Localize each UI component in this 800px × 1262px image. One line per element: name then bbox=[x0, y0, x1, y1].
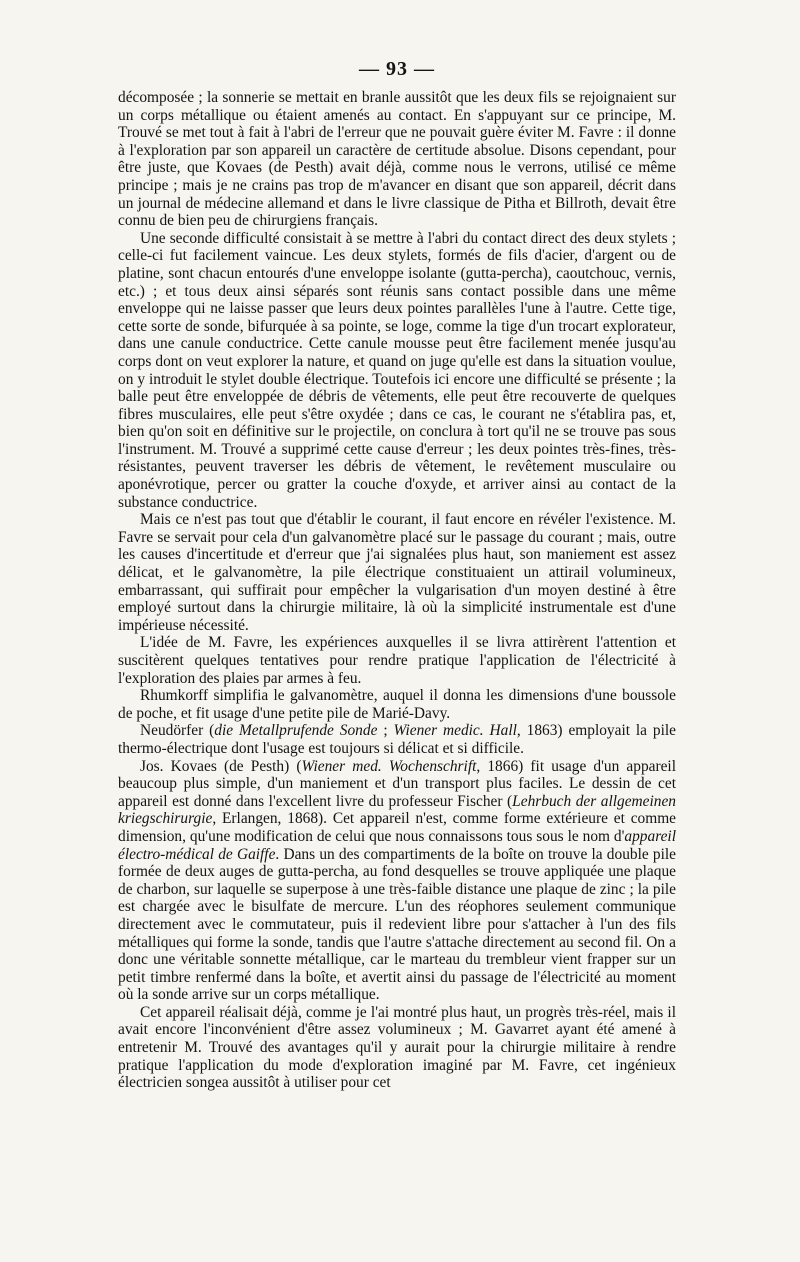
body-text bbox=[118, 89, 676, 1092]
text-run: ; bbox=[377, 722, 394, 740]
paragraph bbox=[118, 89, 676, 230]
page-number: — 93 — bbox=[359, 58, 435, 80]
italic-citation: Wiener med. Wochenschrift bbox=[301, 757, 477, 775]
paragraph bbox=[118, 758, 676, 1004]
text-run: Cet appareil réalisait déjà, comme je l'ai montré plus haut, un progrès très-réel, mais il avait encore l'inconvénient d'être assez volumineux ; M. Gavarret ayant été amené à entretenir M. Trouvé des avantages qu'il y aurait pour la chirurgie militaire à rendre pratique l'application du mode d'exploration imaginé par M. Favre, cet ingénieux électricien songea aussitôt à utiliser pour cet bbox=[118, 1003, 676, 1092]
paragraph bbox=[118, 687, 676, 722]
italic-citation: die Metallprufende Sonde bbox=[214, 722, 378, 740]
text-run: , 1866) fit usage d'un appareil beaucoup plus simple, d'un maniement et d'un transport plus faciles. Le dessin de cet appareil est donné dans l'excellent livre du professeur Fischer ( bbox=[118, 757, 676, 810]
text-run: Une seconde difficulté consistait à se mettre à l'abri du contact direct des deux stylets ; celle-ci fut facilement vaincue. Les deux stylets, formés de fils d'acier, d'argent ou de platine, sont chacun entourés d'une enveloppe isolante (gutta-percha), caoutchouc, vernis, etc.) ; et tous deux ainsi séparés sont réunis sans contact possible dans une même enveloppe qui ne laisse passer que leurs deux pointes parallèles l'une à l'autre. Cette tige, cette sorte de sonde, bifurquée à sa pointe, se loge, comme la tige d'un trocart explorateur, dans une canule conductrice. Cette canule mousse peut être facilement menée jusqu'au corps dont on veut explorer la nature, et quand on juge qu'elle est dans la situation voulue, on y introduit le stylet double électrique. Toutefois ici encore une difficulté se présente ; la balle peut être enveloppée de débris de vêtements, elle peut être recouverte de quelques fibres musculaires, elle peut s'être oxydée ; dans ce cas, le courant ne s'établira pas, et, bien qu'on soit en définitive sur le projectile, on conclura à tort qu'il ne se trouve pas sous l'instrument. M. Trouvé a supprimé cette cause d'erreur ; les deux pointes très-fines, très-résistantes, peuvent traverser les débris de vêtement, le revêtement musculaire ou aponévrotique, percer ou gratter la couche d'oxyde, et arriver ainsi au contact de la substance conductrice. bbox=[118, 229, 676, 511]
paragraph bbox=[118, 230, 676, 512]
text-run: Rhumkorff simplifia le galvanomètre, auquel il donna les dimensions d'une boussole de poche, et fit usage d'une petite pile de Marié-Davy. bbox=[118, 687, 676, 722]
text-run: . Dans un des compartiments de la boîte on trouve la double pile formée de deux auges de gutta-percha, au fond desquelles se trouve appliquée une plaque de charbon, sur laquelle se superpose à une très-faible distance une plaque de zinc ; la pile est chargée avec le bisulfate de mercure. L'un des réophores seulement communique directement avec le commutateur, puis il redevient libre pour s'attacher à l'un des fils métalliques qui forme la sonde, tandis que l'autre s'attache directement au second fil. On a donc une véritable sonnette métallique, car le marteau du trembleur vient frapper sur un petit timbre renfermé dans la boîte, et avertit ainsi du passage de l'électricité au moment où la sonde arrive sur un corps métallique. bbox=[118, 845, 676, 1004]
paragraph bbox=[118, 511, 676, 634]
paragraph bbox=[118, 722, 676, 757]
paragraph bbox=[118, 1004, 676, 1092]
text-run: décomposée ; la sonnerie se mettait en branle aussitôt que les deux fils se rejoignaient sur un corps métallique ou étaient amenés au contact. En s'appuyant sur ce principe, M. Trouvé se met tout à fait à l'abri de l'erreur que ne pouvait guère éviter M. Favre : il donne à l'exploration par son appareil un caractère de certitude absolue. Disons cependant, pour être juste, que Kovaes (de Pesth) avait déjà, comme nous le verrons, utilisé ce même principe ; mais je ne crains pas trop de m'avancer en disant que son appareil, décrit dans un journal de médecine allemand et dans le livre classique de Pitha et Billroth, devait être connu de bien peu de chirurgiens français. bbox=[118, 89, 676, 230]
text-run: , 1863) employait la pile thermo-électrique dont l'usage est toujours si délicat et si difficile. bbox=[118, 722, 676, 757]
text-run: Jos. Kovaes (de Pesth) ( bbox=[140, 757, 302, 775]
text-run: L'idée de M. Favre, les expériences auxquelles il se livra attirèrent l'attention et suscitèrent quelques tentatives pour rendre pratique l'application de l'électricité à l'exploration des plaies par armes à feu. bbox=[118, 634, 676, 687]
italic-citation: appareil électro-médical de Gaiffe bbox=[118, 827, 676, 863]
italic-citation: Lehrbuch der allgemeinen kriegschirurgie bbox=[118, 792, 676, 828]
text-run: Neudörfer ( bbox=[140, 722, 215, 740]
text-run: , Erlangen, 1868). Cet appareil n'est, comme forme extérieure et comme dimension, qu'une modification de celui que nous connaissons tous sous le nom d' bbox=[118, 810, 676, 845]
text-run: Mais ce n'est pas tout que d'établir le courant, il faut encore en révéler l'existence. M. Favre se servait pour cela d'un galvanomètre placé sur le passage du courant ; mais, outre les causes d'incertitude et d'erreur que j'ai signalées plus haut, son maniement est assez délicat, et le galvanomètre, la pile électrique constituaient un attirail volumineux, embarrassant, qui suffirait pour empêcher la vulgarisation d'un moyen destiné à être employé surtout dans la chirurgie militaire, là où la simplicité instrumentale est d'une impérieuse nécessité. bbox=[118, 511, 676, 634]
italic-citation: Wiener medic. Hall bbox=[393, 722, 517, 740]
paragraph bbox=[118, 634, 676, 687]
